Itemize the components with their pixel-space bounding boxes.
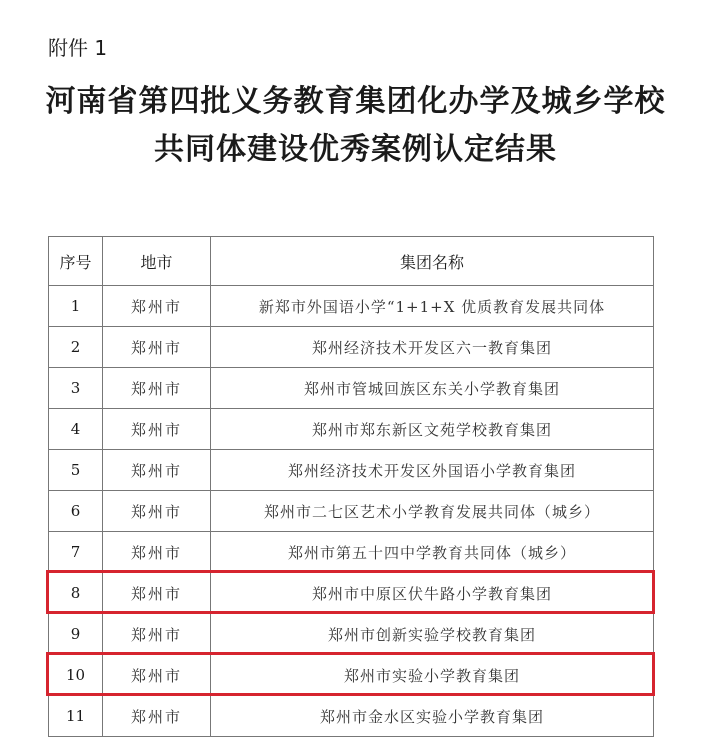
table-row [49,532,654,573]
row-city: 郑州市 [103,573,211,614]
row-city: 郑州市 [103,327,211,368]
row-group-name: 郑州经济技术开发区外国语小学教育集团 [211,450,654,491]
row-city: 郑州市 [103,491,211,532]
results-table [48,236,654,737]
table-row [49,573,654,614]
row-group-name: 郑州经济技术开发区六一教育集团 [211,327,654,368]
table-row [49,655,654,696]
header-no: 序号 [49,237,103,286]
row-group-name: 郑州市中原区伏牛路小学教育集团 [211,573,654,614]
row-group-name: 新郑市外国语小学“1+1+X 优质教育发展共同体 [211,286,654,327]
table-row [49,696,654,737]
row-number: 9 [49,614,103,655]
row-city: 郑州市 [103,450,211,491]
row-number: 10 [49,655,103,696]
table-row [49,491,654,532]
row-city: 郑州市 [103,368,211,409]
row-group-name: 郑州市管城回族区东关小学教育集团 [211,368,654,409]
row-number: 4 [49,409,103,450]
row-city: 郑州市 [103,286,211,327]
row-city: 郑州市 [103,409,211,450]
attachment-label: 附件 1 [48,36,108,60]
document-title-line-2: 共同体建设优秀案例认定结果 [154,132,557,167]
row-group-name: 郑州市郑东新区文苑学校教育集团 [211,409,654,450]
header-group-name: 集团名称 [211,237,654,286]
table-row [49,327,654,368]
document-title-line-1: 河南省第四批义务教育集团化办学及城乡学校 [45,84,666,119]
row-number: 1 [49,286,103,327]
row-city: 郑州市 [103,655,211,696]
row-number: 8 [49,573,103,614]
table-row [49,450,654,491]
row-number: 6 [49,491,103,532]
table-body [49,286,654,737]
row-number: 5 [49,450,103,491]
row-group-name: 郑州市第五十四中学教育共同体（城乡） [211,532,654,573]
row-group-name: 郑州市实验小学教育集团 [211,655,654,696]
table-row [49,409,654,450]
table-row [49,368,654,409]
row-city: 郑州市 [103,696,211,737]
table-header-row [49,237,654,286]
row-number: 7 [49,532,103,573]
row-number: 11 [49,696,103,737]
row-number: 3 [49,368,103,409]
table-row [49,286,654,327]
row-city: 郑州市 [103,614,211,655]
header-city: 地市 [103,237,211,286]
row-group-name: 郑州市二七区艺术小学教育发展共同体（城乡） [211,491,654,532]
row-city: 郑州市 [103,532,211,573]
row-group-name: 郑州市创新实验学校教育集团 [211,614,654,655]
row-number: 2 [49,327,103,368]
row-group-name: 郑州市金水区实验小学教育集团 [211,696,654,737]
table-row [49,614,654,655]
